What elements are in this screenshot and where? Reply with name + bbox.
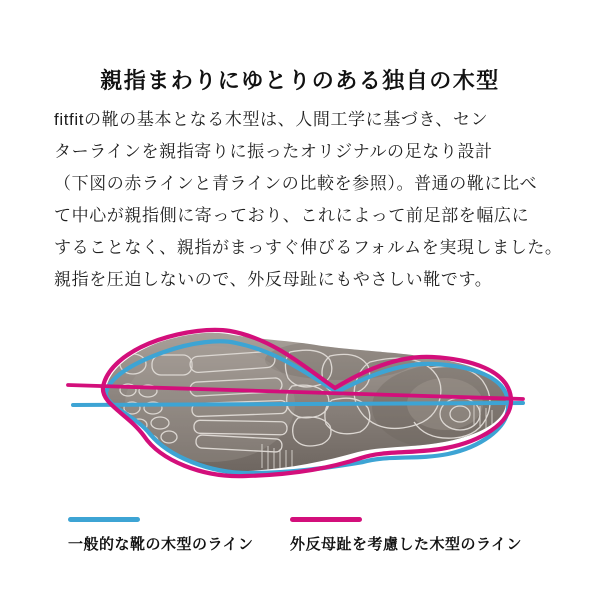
description-line: （下図の赤ラインと青ラインの比較を参照）。普通の靴に比べ (54, 174, 538, 193)
shoe-last-diagram (40, 322, 580, 502)
description-line: て中心が親指側に寄っており、これによって前足部を幅広に (54, 206, 530, 225)
description-paragraph (54, 104, 563, 296)
description-line: することなく、親指がまっすぐ伸びるフォルムを実現しました。 (54, 238, 563, 257)
legend-label-bunion-last: 外反母趾を考慮した木型のライン (290, 536, 523, 553)
page-title: 親指まわりにゆとりのある独自の木型 (100, 67, 500, 93)
description-line: 親指を圧迫しないので、外反母趾にもやさしい靴です。 (54, 270, 493, 289)
shoe-last-illustration (40, 322, 580, 502)
blue-line-swatch (68, 517, 140, 522)
description-line: ターラインを親指寄りに振ったオリジナルの足なり設計 (54, 142, 493, 161)
legend-item-generic-last (68, 517, 254, 554)
magenta-line-swatch (290, 517, 362, 522)
legend-label-generic-last: 一般的な靴の木型のライン (68, 536, 254, 553)
generic-last-centerline (73, 403, 523, 405)
description-line: fitfitの靴の基本となる木型は、人間工学に基づき、セン (54, 110, 489, 129)
legend-item-bunion-last (290, 517, 522, 554)
